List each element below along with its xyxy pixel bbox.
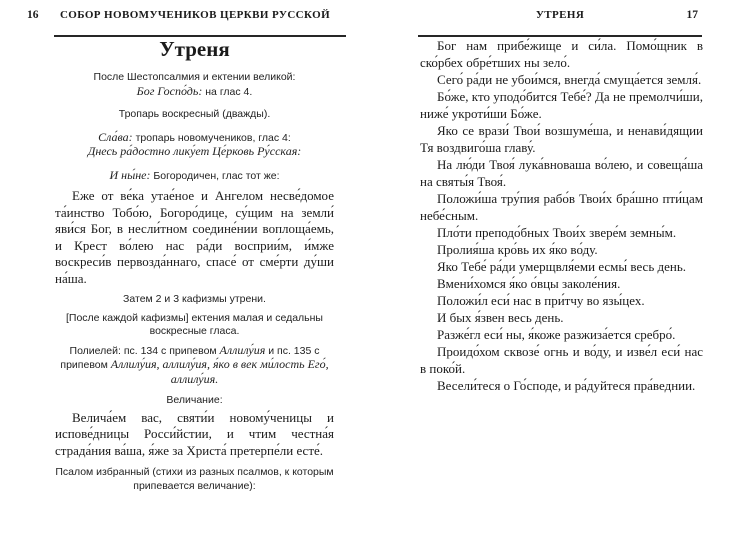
page-left-content bbox=[55, 33, 334, 493]
rubric-incipit: И ны́не: bbox=[109, 167, 151, 182]
verse-paragraph: Бо́же, кто уподо́бится Тебе́? Да не премолчи́ши, ниже́ укроти́ши Бо́же. bbox=[420, 89, 703, 121]
rubric-slava bbox=[55, 131, 334, 160]
rubric-text: Богородичен, глас тот же: bbox=[150, 169, 280, 182]
rubric-ektenia bbox=[55, 312, 334, 339]
verse-paragraph: Положи́ша тру́пия рабо́в Твои́х бра́шно пти́цам небе́сным. bbox=[420, 191, 703, 223]
verse-paragraph: Яко се врази́ Твои́ возшуме́ша, и ненави́дящии Тя воздвиго́ша главу́. bbox=[420, 123, 703, 155]
rubric-incipit: Аллилу́ия, аллилу́ия, я́ко в век ми́лость Его́, аллилу́ия. bbox=[110, 357, 329, 386]
rubric-velichanie-label bbox=[55, 394, 334, 408]
rubric-text: Величание: bbox=[166, 394, 223, 406]
velichanie-text: Велича́ем вас, святи́и новому́ченицы и испове́дницы Росси́йстии, и чтим честна́я страда́ния ва́ша, я́же за Христа́ претерпе́ли есте́. bbox=[55, 409, 334, 458]
rubric-incipit: Бог Госпо́дь: bbox=[136, 83, 203, 98]
rubric-incipit: Сла́ва: bbox=[98, 129, 133, 144]
rubric-text: [После каждой кафизмы] ектения малая и седальны воскресные гласа. bbox=[66, 311, 323, 337]
rubric-after-six-psalms bbox=[55, 71, 334, 99]
section-title: Утреня bbox=[159, 37, 230, 61]
rubric-text: на глас 4. bbox=[202, 85, 253, 98]
verse-paragraph: Вмени́хомся я́ко о́вцы заколе́ния. bbox=[437, 276, 621, 291]
verse-paragraph: Разже́гл еси́ ны, я́коже разжиза́ется сребро́. bbox=[437, 327, 676, 342]
page-number-right: 17 bbox=[686, 9, 698, 21]
rubric-polyeleos bbox=[55, 344, 334, 388]
rubric-text: После Шестопсалмия и ектении великой: bbox=[93, 71, 296, 83]
verse-paragraph: Положи́л еси́ нас в при́тчу во язы́цех. bbox=[437, 293, 645, 308]
rubric-text: тропарь новомучеников, глас 4: bbox=[132, 131, 291, 144]
rubric-incipit: Днесь ра́достно лику́ет Це́рковь Ру́сская: bbox=[87, 144, 302, 158]
verse-paragraph: Проидо́хом сквозе́ огнь и во́ду, и изве́л еси́ нас в поко́й. bbox=[420, 344, 703, 376]
rubric-kathisma bbox=[55, 293, 334, 307]
verse-paragraph: Весели́теся о Го́споде, и ра́дуйтеся пра́веднии. bbox=[437, 378, 696, 393]
verse-paragraph: На лю́ди Твоя́ лука́вноваша во́лею, и совеща́ша на святы́я Твоя́. bbox=[420, 157, 703, 189]
page-right bbox=[370, 0, 740, 540]
running-header-left: СОБОР НОВОМУЧЕНИКОВ ЦЕРКВИ РУССКОЙ bbox=[59, 9, 331, 21]
rubric-text: Затем 2 и 3 кафизмы утрени. bbox=[123, 293, 266, 305]
verse-paragraph: Яко Тебе́ ра́ди умерщвля́еми есмы́ весь день. bbox=[437, 259, 687, 274]
rubric-incipit: Аллилу́ия bbox=[219, 342, 266, 357]
rubric-inyne bbox=[55, 169, 334, 184]
page-right-content bbox=[420, 33, 703, 394]
verse-paragraph: Пло́ти преподо́бных Твои́х звере́м земны́м. bbox=[437, 225, 677, 240]
rubric-troparion-sunday bbox=[55, 108, 334, 122]
rubric-selected-psalm bbox=[55, 466, 334, 493]
page-number-left: 16 bbox=[27, 9, 39, 21]
verse-paragraph: Бог нам прибе́жище и си́ла. Помо́щник в ско́рбех обре́тших ны зело́. bbox=[420, 38, 703, 70]
rubric-text: и пс. 135 с припевом bbox=[60, 344, 320, 371]
verse-paragraph: Сего́ ра́ди не убои́мся, внегда́ смуща́ется земля́. bbox=[437, 72, 702, 87]
verse-paragraph: И бых я́звен весь день. bbox=[437, 310, 564, 325]
rubric-text: Псалом избранный (стихи из разных псалмов, к которым припевается величание): bbox=[55, 466, 334, 492]
verse-paragraph: Пролия́ша кро́вь их я́ко во́ду. bbox=[437, 242, 598, 257]
rubric-text: Тропарь воскресный (дважды). bbox=[118, 108, 271, 120]
rubric-text: Полиелей: пс. 134 с припевом bbox=[69, 344, 220, 357]
theotokion-text: Еже от ве́ка утае́ное и Ангелом несве́домое та́инство Тобо́ю, Богоро́дице, су́щим на земли́ яви́ся Бог, в несли́тном соедине́нии воплоща́емь, и Крест во́лею нас ра́ди восприи́м, и́мже воскреси́в первозда́ннаго, спасе́ от сме́рти ду́ши на́ша. bbox=[55, 188, 334, 286]
running-header-right: УТРЕНЯ bbox=[535, 9, 585, 21]
